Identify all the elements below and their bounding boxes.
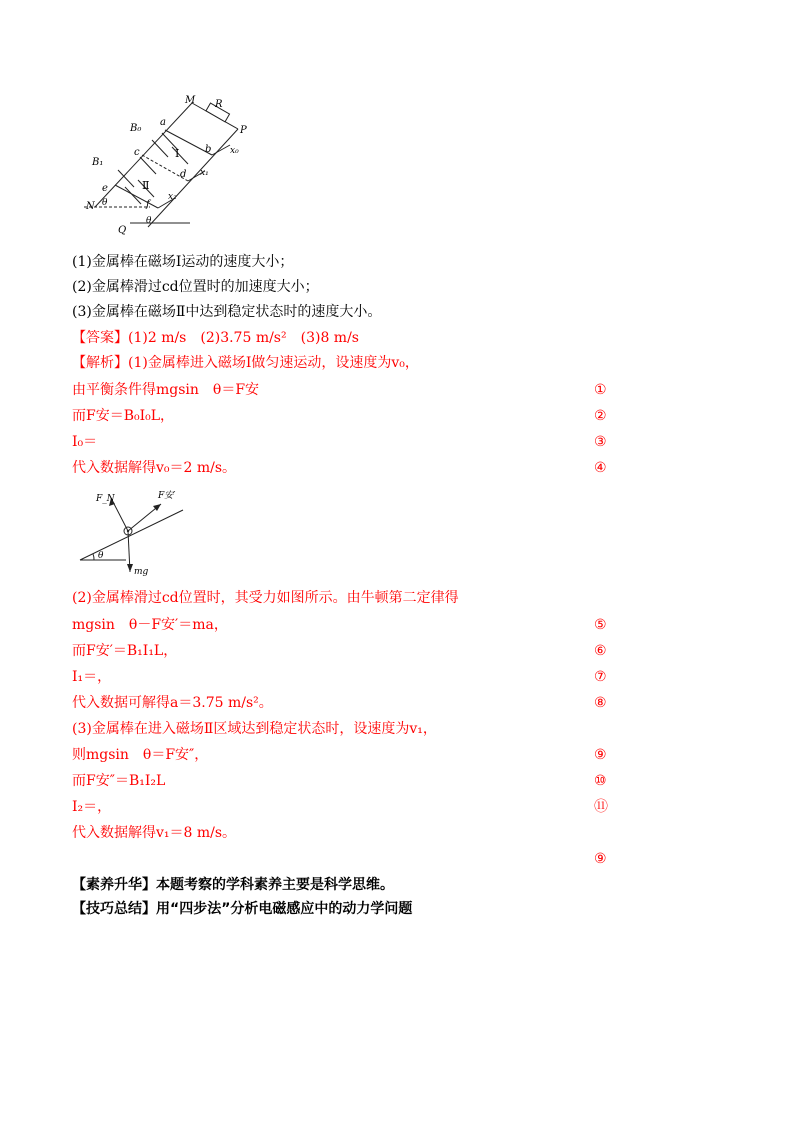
- label-M: M: [185, 95, 196, 106]
- question-3: (3)金属棒在磁场Ⅱ中达到稳定状态时的速度大小。: [72, 304, 382, 320]
- analysis-line-4: I₀＝: [72, 434, 98, 450]
- label-d: d: [180, 169, 187, 180]
- analysis-line-13: 而F安″＝B₁I₂L: [72, 773, 166, 789]
- label-FN: F_N: [96, 494, 115, 504]
- label-Q: Q: [118, 225, 127, 235]
- summary-technique-tag: 【技巧总结】: [72, 901, 156, 917]
- analysis-line-5: 代入数据解得v₀＝2 m/s。: [72, 460, 237, 476]
- answer-tag: 【答案】: [72, 330, 128, 346]
- analysis-line-2: 由平衡条件得mgsin θ＝F安: [72, 382, 260, 398]
- label-x2: x₂: [168, 192, 177, 202]
- analysis-tag: 【解析】: [72, 355, 128, 371]
- label-N: N: [86, 201, 95, 212]
- analysis-line-14: I₂＝，: [72, 799, 112, 815]
- answer-text: (1)2 m/s (2)3.75 m/s² (3)8 m/s: [128, 330, 359, 346]
- summary-literacy: [72, 876, 394, 894]
- answer-line: [72, 329, 359, 347]
- label-theta: θ: [98, 551, 104, 561]
- analysis-line-1: [72, 354, 419, 372]
- equation-number: ③: [594, 434, 607, 450]
- analysis-line-15: 代入数据解得v₁＝8 m/s。: [72, 825, 237, 841]
- label-theta-2: θ: [146, 216, 152, 226]
- equation-number: ⑪: [594, 799, 608, 815]
- label-P: P: [240, 125, 247, 136]
- equation-number: ⑦: [594, 669, 607, 685]
- equation-number: ⑥: [594, 643, 607, 659]
- analysis-line-9: I₁＝，: [72, 669, 112, 685]
- analysis-line-10: 代入数据可解得a＝3.75 m/s²。: [72, 695, 273, 711]
- analysis-text-1: (1)金属棒进入磁场Ⅰ做匀速运动，设速度为v₀，: [128, 355, 419, 371]
- label-x1: x₁: [200, 168, 209, 178]
- analysis-line-3: 而F安＝B₀I₀L，: [72, 408, 175, 424]
- label-B0: B₀: [130, 123, 142, 134]
- label-F-an: F安′: [158, 491, 176, 501]
- label-a: a: [160, 117, 166, 128]
- question-1: (1)金属棒在磁场Ⅰ运动的速度大小；: [72, 254, 294, 270]
- summary-literacy-tag: 【素养升华】: [72, 877, 156, 893]
- analysis-line-12: 则mgsin θ＝F安″，: [72, 747, 209, 763]
- analysis-line-6: (2)金属棒滑过cd位置时，其受力如图所示。由牛顿第二定律得: [72, 590, 459, 606]
- label-R: R: [215, 99, 223, 110]
- label-region-I: Ⅰ: [175, 147, 180, 160]
- circuit-diagram: [80, 95, 255, 235]
- equation-number: ⑧: [594, 695, 607, 711]
- equation-number: ②: [594, 408, 607, 424]
- label-f: f: [146, 199, 150, 210]
- equation-number: ⑩: [594, 773, 607, 789]
- summary-literacy-text: 本题考察的学科素养主要是科学思维。: [156, 877, 394, 893]
- equation-number: ⑤: [594, 617, 607, 633]
- equation-number: ①: [594, 382, 607, 398]
- analysis-line-8: 而F安′＝B₁I₁L，: [72, 643, 178, 659]
- label-x0: x₀: [230, 146, 239, 156]
- question-2: (2)金属棒滑过cd位置时的加速度大小；: [72, 279, 319, 295]
- summary-technique-text: 用“四步法”分析电磁感应中的动力学问题: [156, 901, 413, 917]
- label-region-II: Ⅱ: [142, 179, 150, 192]
- summary-technique: [72, 900, 412, 918]
- analysis-line-11: (3)金属棒在进入磁场Ⅱ区域达到稳定状态时，设速度为v₁，: [72, 721, 437, 737]
- label-e: e: [102, 183, 108, 194]
- equation-number: ④: [594, 460, 607, 476]
- analysis-line-7: mgsin θ－F安′＝ma，: [72, 617, 228, 633]
- label-mg: mg: [134, 567, 149, 577]
- label-B1: B₁: [92, 157, 104, 168]
- label-theta-1: θ: [102, 198, 108, 208]
- label-b: b: [205, 144, 212, 155]
- equation-number: ⑨: [594, 851, 607, 867]
- force-diagram: [78, 486, 188, 578]
- label-c: c: [134, 147, 140, 158]
- equation-number: ⑨: [594, 747, 607, 763]
